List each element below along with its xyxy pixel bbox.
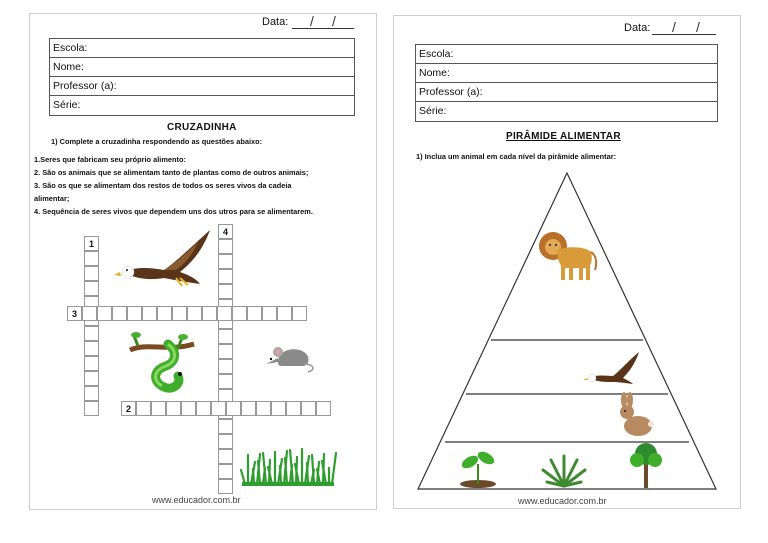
crossword-cell-4[interactable] — [218, 359, 233, 374]
crossword-cell-2[interactable] — [151, 401, 166, 416]
tree-icon — [626, 440, 666, 488]
crossword-cell-3[interactable] — [292, 306, 307, 321]
student-info-box — [415, 44, 718, 122]
eagle-icon — [116, 228, 212, 288]
crossword-cell-4[interactable] — [218, 254, 233, 269]
crossword-cell-2[interactable] — [256, 401, 271, 416]
crossword-cell-2[interactable] — [211, 401, 226, 416]
question-3-cont: alimentar; — [34, 194, 70, 203]
student-info-box — [49, 38, 355, 116]
date-slash: / — [672, 19, 676, 35]
crossword-cell-4[interactable] — [218, 239, 233, 254]
question-2: 2. São os animais que se alimentam tanto de plantas como de outros animais; — [34, 168, 309, 177]
school-field[interactable]: Escola: — [50, 39, 354, 58]
crossword-cell-3[interactable] — [142, 306, 157, 321]
rabbit-icon — [614, 394, 654, 436]
date-blank[interactable] — [652, 25, 716, 35]
crossword-cell-3[interactable] — [217, 306, 232, 321]
question-4: 4. Sequência de seres vivos que dependem uns dos utros para se alimentarem. — [34, 207, 313, 216]
school-field[interactable]: Escola: — [416, 45, 717, 64]
lion-icon — [537, 230, 599, 282]
crossword-cell-4[interactable] — [218, 464, 233, 479]
crossword-cell-2[interactable] — [196, 401, 211, 416]
date-slash: / — [696, 19, 700, 35]
bush-icon — [541, 452, 587, 488]
food-pyramid — [416, 171, 718, 493]
crossword-cell-3[interactable] — [247, 306, 262, 321]
crossword-cell-4[interactable] — [218, 329, 233, 344]
grass-blade — [241, 470, 245, 484]
crossword-cell-4[interactable] — [218, 284, 233, 299]
date-slash: / — [332, 13, 336, 29]
crossword-cell-3[interactable] — [157, 306, 172, 321]
grass-blade — [307, 463, 308, 484]
question-3: 3. São os que se alimentam dos restos de todos os seres vivos da cadeia — [34, 181, 292, 190]
crossword-cell-1[interactable] — [84, 401, 99, 416]
crossword-cell-3[interactable] — [127, 306, 142, 321]
crossword-cell-3[interactable] — [232, 306, 247, 321]
crossword-cell-2[interactable] — [316, 401, 331, 416]
crossword-cell-1[interactable] — [84, 281, 99, 296]
crossword-cell-1[interactable] — [84, 371, 99, 386]
crossword-cell-2[interactable] — [286, 401, 301, 416]
crossword-cell-4[interactable] — [218, 479, 233, 494]
crossword-cell-4[interactable] — [218, 449, 233, 464]
crossword-cell-3[interactable] — [172, 306, 187, 321]
grass-blade — [253, 469, 254, 484]
eagle-icon — [585, 350, 641, 386]
crossword-cell-3[interactable] — [262, 306, 277, 321]
name-field[interactable]: Nome: — [50, 58, 354, 77]
crossword-cell-4[interactable] — [218, 374, 233, 389]
mouse-icon — [264, 342, 318, 374]
crossword-cell-4[interactable] — [218, 419, 233, 434]
grass-blade — [280, 466, 281, 484]
crossword-cell-3[interactable] — [277, 306, 292, 321]
clue-number-3: 3 — [67, 306, 82, 321]
teacher-field[interactable]: Professor (a): — [416, 83, 717, 102]
crossword-cell-1[interactable] — [84, 356, 99, 371]
crossword-cell-2[interactable] — [241, 401, 256, 416]
date-label: Data: — [262, 16, 289, 28]
crossword-cell-2[interactable] — [166, 401, 181, 416]
crossword-cell-1[interactable] — [84, 251, 99, 266]
instruction-text: 1) Inclua um animal em cada nível da pirâmide alimentar: — [416, 152, 617, 161]
snake-icon — [128, 332, 198, 394]
crossword-cell-1[interactable] — [84, 341, 99, 356]
crossword-cell-2[interactable] — [301, 401, 316, 416]
grade-field[interactable]: Série: — [419, 105, 447, 117]
crossword-cell-2[interactable] — [271, 401, 286, 416]
date-slash: / — [310, 13, 314, 29]
crossword-cell-2[interactable] — [226, 401, 241, 416]
teacher-field[interactable]: Professor (a): — [50, 77, 354, 96]
question-1: 1.Seres que fabricam seu próprio alimento: — [34, 155, 186, 164]
crossword-cell-1[interactable] — [84, 386, 99, 401]
crossword-cell-2[interactable] — [136, 401, 151, 416]
food-pyramid-worksheet — [393, 15, 741, 509]
grade-field[interactable]: Série: — [53, 99, 81, 111]
crossword-cell-4[interactable] — [218, 434, 233, 449]
date-label: Data: — [624, 22, 651, 34]
crossword-cell-2[interactable] — [181, 401, 196, 416]
clue-number-2: 2 — [121, 401, 136, 416]
date-blank[interactable] — [292, 19, 354, 29]
grass-blade — [332, 453, 336, 484]
crossword-worksheet — [29, 13, 377, 510]
name-field[interactable]: Nome: — [416, 64, 717, 83]
page-title: CRUZADINHA — [167, 122, 237, 133]
footer-url: www.educador.com.br — [518, 496, 607, 506]
seedling-icon — [458, 450, 498, 488]
page-title: PIRÂMIDE ALIMENTAR — [506, 131, 621, 142]
crossword-cell-4[interactable] — [218, 344, 233, 359]
crossword-cell-3[interactable] — [187, 306, 202, 321]
crossword-cell-3[interactable] — [97, 306, 112, 321]
crossword-cell-3[interactable] — [82, 306, 97, 321]
crossword-cell-1[interactable] — [84, 326, 99, 341]
footer-url: www.educador.com.br — [152, 495, 241, 505]
instruction-text: 1) Complete a cruzadinha respondendo as questões abaixo: — [51, 137, 263, 146]
clue-number-1: 1 — [84, 236, 99, 251]
crossword-cell-4[interactable] — [218, 269, 233, 284]
crossword-cell-1[interactable] — [84, 266, 99, 281]
clue-number-4: 4 — [218, 224, 233, 239]
grass-icon — [242, 444, 334, 486]
crossword-cell-3[interactable] — [112, 306, 127, 321]
crossword-cell-3[interactable] — [202, 306, 217, 321]
